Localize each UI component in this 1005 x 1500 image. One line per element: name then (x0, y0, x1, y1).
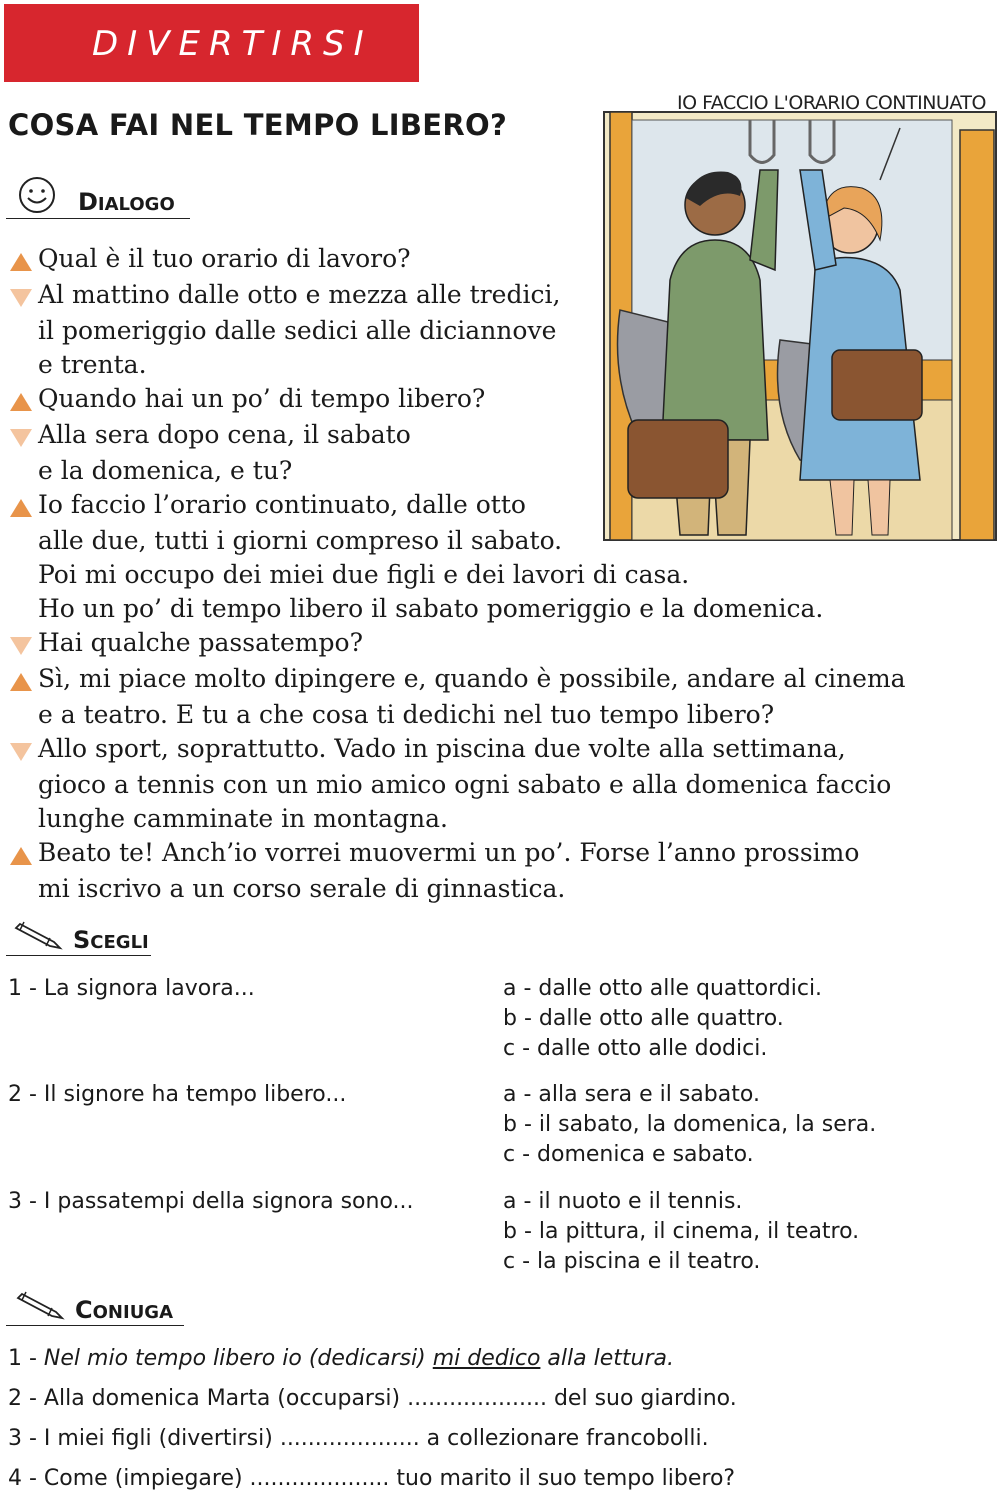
section-banner (4, 4, 419, 82)
dialog-line-text: Alla sera dopo cena, il sabato (38, 420, 411, 449)
illustration-caption: IO FACCIO L'ORARIO CONTINUATO (677, 92, 986, 114)
scegli-option[interactable]: a - dalle otto alle quattordici. (503, 976, 823, 1001)
dialog-line-text: mi iscrivo a un corso serale di ginnastica. (38, 874, 566, 903)
dialogo-header (6, 172, 190, 219)
coniuga-header (6, 1284, 184, 1326)
dialog-line-text: Allo sport, soprattutto. Vado in piscina due volte alla settimana, (38, 734, 846, 763)
speaker-a-marker-icon (10, 253, 32, 271)
banner-title: DIVERTIRSI (92, 24, 373, 64)
speaker-b-marker-icon (10, 429, 32, 447)
example-answer: mi dedico (432, 1346, 541, 1371)
speaker-a-marker-icon (10, 499, 32, 517)
dialog-line-text: il pomeriggio dalle sedici alle diciannove (38, 316, 557, 345)
dialog-line-text: Quando hai un po’ di tempo libero? (38, 384, 486, 413)
coniuga-label: CONIUGA (75, 1296, 174, 1324)
dialog-line-text: Sì, mi piace molto dipingere e, quando è possibile, andare al cinema (38, 664, 906, 693)
tram-illustration (600, 80, 1000, 542)
dialog-line-text: lunghe camminate in montagna. (38, 804, 448, 833)
pencil-icon (16, 1288, 68, 1320)
dialog-line-text: Ho un po’ di tempo libero il sabato pomeriggio e la domenica. (38, 594, 824, 623)
dialog-line-text: e trenta. (38, 350, 147, 379)
scegli-option[interactable]: c - la piscina e il teatro. (503, 1249, 761, 1274)
coniuga-item: 2 - Alla domenica Marta (occuparsi) .................... del suo giardino. (8, 1386, 737, 1411)
dialog-line-text: Poi mi occupo dei miei due figli e dei lavori di casa. (38, 560, 690, 589)
scegli-option[interactable]: b - il sabato, la domenica, la sera. (503, 1112, 877, 1137)
dialog-line-text: Al mattino dalle otto e mezza alle tredici, (38, 280, 561, 309)
dialog-line-text: Io faccio l’orario continuato, dalle otto (38, 490, 526, 519)
dialog-line-text: alle due, tutti i giorni compreso il sabato. (38, 526, 563, 555)
scegli-option[interactable]: b - dalle otto alle quattro. (503, 1006, 784, 1031)
smiley-icon (16, 174, 58, 216)
dialog-line-text: e la domenica, e tu? (38, 456, 293, 485)
speaker-b-marker-icon (10, 743, 32, 761)
speaker-b-marker-icon (10, 637, 32, 655)
coniuga-item: 3 - I miei figli (divertirsi) .................... a collezionare francobolli. (8, 1426, 709, 1451)
speaker-a-marker-icon (10, 673, 32, 691)
scegli-option[interactable]: b - la pittura, il cinema, il teatro. (503, 1219, 860, 1244)
scegli-option[interactable]: a - alla sera e il sabato. (503, 1082, 760, 1107)
scegli-label: SCEGLI (73, 926, 149, 954)
scegli-option[interactable]: c - dalle otto alle dodici. (503, 1036, 768, 1061)
dialog-line-text: Hai qualche passatempo? (38, 628, 363, 657)
scegli-question: 1 - La signora lavora... (8, 976, 255, 1001)
dialogo-label: DIALOGO (78, 188, 175, 216)
dialog-line-text: Beato te! Anch’io vorrei muovermi un po’. Forse l’anno prossimo (38, 838, 860, 867)
coniuga-item: 4 - Come (impiegare) .................... tuo marito il suo tempo libero? (8, 1466, 736, 1491)
page-title: COSA FAI NEL TEMPO LIBERO? (8, 108, 508, 142)
scegli-option[interactable]: c - domenica e sabato. (503, 1142, 754, 1167)
dialog-line-text: Qual è il tuo orario di lavoro? (38, 244, 411, 273)
scegli-option[interactable]: a - il nuoto e il tennis. (503, 1189, 743, 1214)
dialog-line-text: e a teatro. E tu a che cosa ti dedichi nel tuo tempo libero? (38, 700, 775, 729)
coniuga-example: 1 - Nel mio tempo libero io (dedicarsi) mi dedico alla lettura. (8, 1346, 674, 1371)
scegli-question: 2 - Il signore ha tempo libero... (8, 1082, 347, 1107)
speaker-a-marker-icon (10, 847, 32, 865)
speaker-b-marker-icon (10, 289, 32, 307)
dialog-line-text: gioco a tennis con un mio amico ogni sabato e alla domenica faccio (38, 770, 892, 799)
pencil-icon (14, 918, 66, 950)
scegli-question: 3 - I passatempi della signora sono... (8, 1189, 414, 1214)
speaker-a-marker-icon (10, 393, 32, 411)
scegli-header (6, 914, 151, 956)
